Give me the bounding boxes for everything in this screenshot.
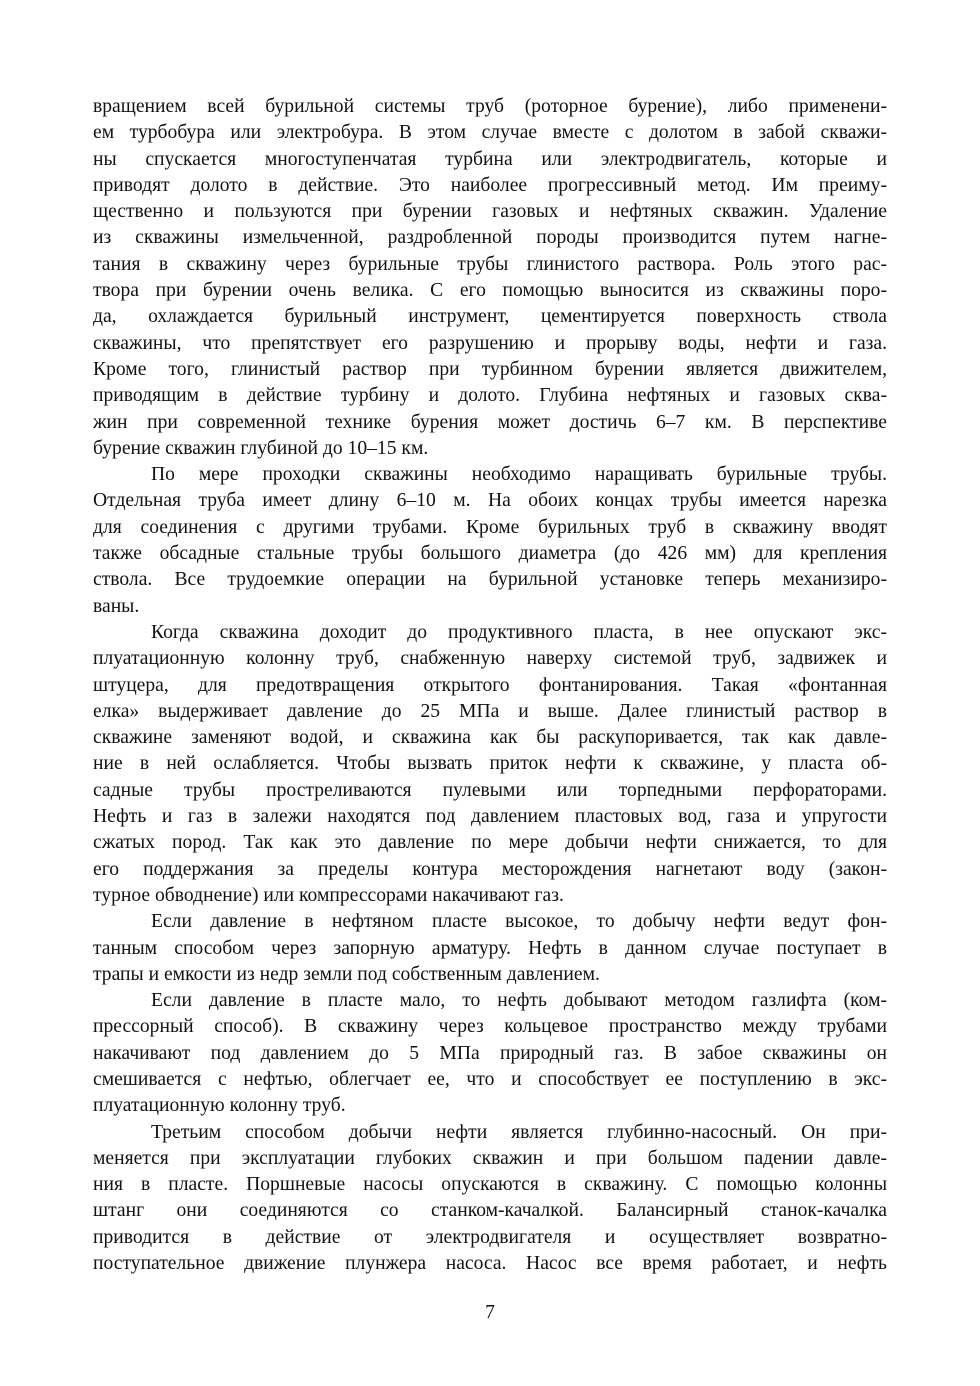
text-line: прессорный способ). В скважину через кольцевое пространство между трубами — [93, 1016, 887, 1038]
text-line: турное обводнение) или компрессорами накачивают газ. — [93, 884, 564, 906]
text-line: смешивается с нефтью, облегчает ее, что и способствует ее поступлению в экс- — [93, 1068, 887, 1090]
text-line: садные трубы простреливаются пулевыми или торпедными перфораторами. — [93, 779, 887, 801]
text-line: плуатационную колонну труб, снабженную наверху системой труб, задвижек и — [93, 648, 887, 670]
text-line: приводится в действие от электродвигателя и осуществляет возвратно- — [93, 1226, 887, 1248]
text-line: Третьим способом добычи нефти является глубинно-насосный. Он при- — [151, 1121, 887, 1143]
text-line: также обсадные стальные трубы большого диаметра (до 426 мм) для крепления — [93, 543, 887, 565]
text-line: ем турбобура или электробура. В этом случае вместе с долотом в забой скважи- — [93, 122, 887, 144]
text-line: плуатационную колонну труб. — [93, 1095, 346, 1117]
body-text — [93, 94, 887, 1277]
text-line: да, охлаждается бурильный инструмент, цементируется поверхность ствола — [93, 306, 887, 328]
text-line: Нефть и газ в залежи находятся под давлением пластовых вод, газа и упругости — [93, 806, 887, 828]
text-line: штуцера, для предотвращения открытого фонтанирования. Такая «фонтанная — [93, 674, 887, 696]
text-line: Кроме того, глинистый раствор при турбинном бурении является движителем, — [93, 358, 887, 380]
text-line: танным способом через запорную арматуру. Нефть в данном случае поступает в — [93, 937, 887, 959]
paragraph — [93, 909, 887, 988]
text-line: ны спускается многоступенчатая турбина или электродвигатель, которые и — [93, 148, 887, 170]
text-line: приводящим в действие турбину и долото. Глубина нефтяных и газовых сква- — [93, 385, 887, 407]
text-line: скважине заменяют водой, и скважина как бы раскупоривается, так как давле- — [93, 727, 887, 749]
paragraph — [93, 620, 887, 909]
text-line: ствола. Все трудоемкие операции на бурильной установке теперь механизиро- — [93, 569, 887, 591]
text-line: трапы и емкости из недр земли под собственным давлением. — [93, 963, 600, 985]
text-line: По мере проходки скважины необходимо наращивать бурильные трубы. — [151, 464, 887, 486]
text-line: вращением всей бурильной системы труб (роторное бурение), либо применени- — [93, 96, 887, 117]
text-line: щественно и пользуются при бурении газовых и нефтяных скважин. Удаление — [93, 201, 887, 223]
text-line: твора при бурении очень велика. С его помощью выносится из скважины поро- — [93, 280, 887, 302]
paragraph — [93, 94, 887, 462]
text-line: елка» выдерживает давление до 25 МПа и выше. Далее глинистый раствор в — [93, 700, 887, 722]
text-line: меняется при эксплуатации глубоких скважин и при большом падении давле- — [93, 1147, 887, 1169]
text-line: приводят долото в действие. Это наиболее прогрессивный метод. Им преиму- — [93, 174, 887, 196]
text-line: штанг они соединяются со станком-качалкой. Балансирный станок-качалка — [93, 1200, 887, 1222]
text-line: ваны. — [93, 595, 140, 617]
text-line: из скважины измельченной, раздробленной породы производится путем нагне- — [93, 227, 887, 249]
text-line: сжатых пород. Так как это давление по мере добычи нефти снижается, то для — [93, 832, 887, 854]
paragraph — [93, 462, 887, 620]
paragraph — [93, 1120, 887, 1278]
paragraph — [93, 988, 887, 1119]
text-line: для соединения с другими трубами. Кроме бурильных труб в скважину вводят — [93, 516, 887, 538]
page-number: 7 — [485, 1302, 495, 1323]
text-line: скважины, что препятствует его разрушению и прорыву воды, нефти и газа. — [93, 332, 887, 354]
text-line: бурение скважин глубиной до 10–15 км. — [93, 437, 429, 459]
text-line: накачивают под давлением до 5 МПа природный газ. В забое скважины он — [93, 1042, 887, 1064]
text-line: Когда скважина доходит до продуктивного пласта, в нее опускают экс- — [151, 621, 887, 643]
text-line: тания в скважину через бурильные трубы глинистого раствора. Роль этого рас- — [93, 253, 887, 275]
text-line: ния в пласте. Поршневые насосы опускаются в скважину. С помощью колонны — [93, 1174, 887, 1196]
text-line: жин при современной технике бурения может достичь 6–7 км. В перспективе — [93, 411, 887, 433]
text-line: поступательное движение плунжера насоса. Насос все время работает, и нефть — [93, 1253, 887, 1275]
text-line: Отдельная труба имеет длину 6–10 м. На обоих концах трубы имеется нарезка — [93, 490, 887, 512]
text-line: Если давление в пласте мало, то нефть добывают методом газлифта (ком- — [151, 990, 887, 1012]
text-line: Если давление в нефтяном пласте высокое, то добычу нефти ведут фон- — [151, 911, 887, 933]
text-line: ние в ней ослабляется. Чтобы вызвать приток нефти к скважине, у пласта об- — [93, 753, 887, 775]
text-line: его поддержания за пределы контура месторождения нагнетают воду (закон- — [93, 858, 887, 880]
